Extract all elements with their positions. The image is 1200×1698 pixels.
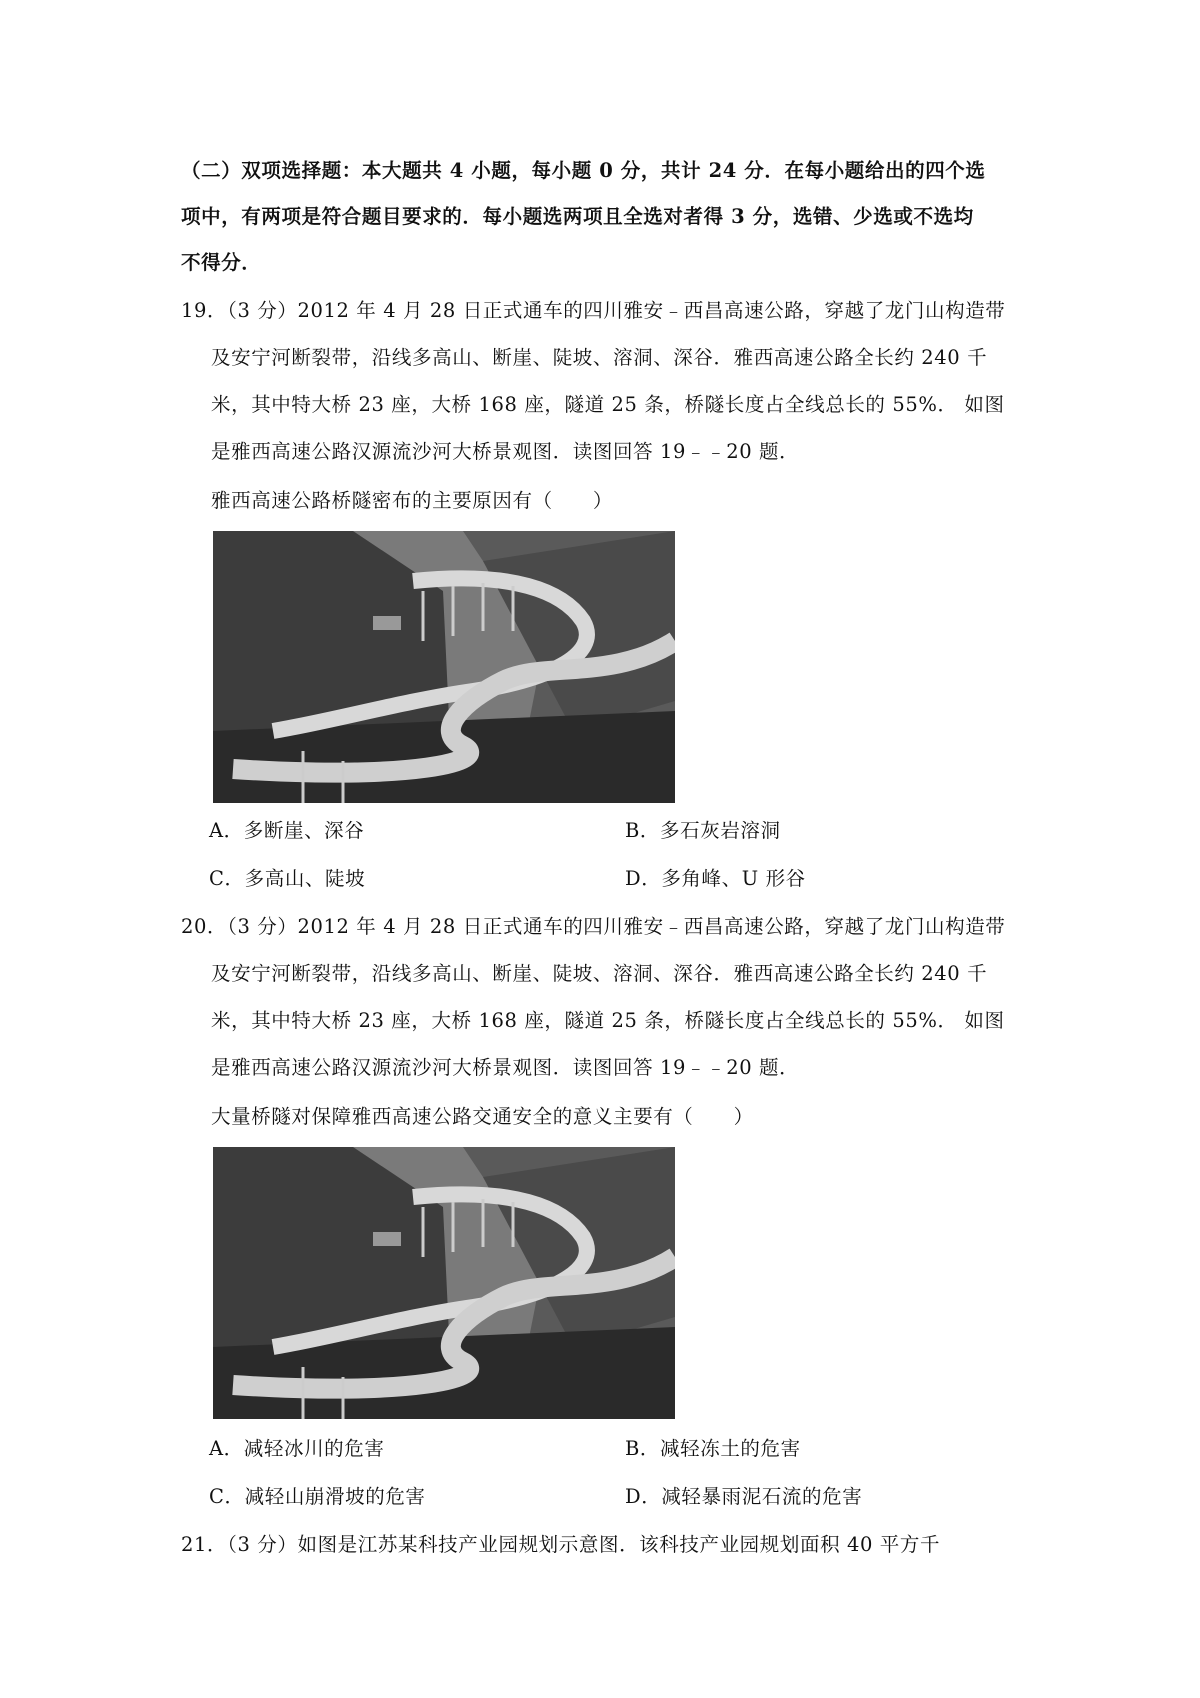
q19-prompt: 雅西高速公路桥隧密布的主要原因有（ ） (211, 489, 614, 512)
q19-stem-line-1: 19．（3 分）2012 年 4 月 28 日正式通车的四川雅安﹣西昌高速公路，穿越了龙门山构造带 (181, 299, 1006, 322)
q19-stem-line-2: 及安宁河断裂带，沿线多高山、断崖、陡坡、溶洞、深谷．雅西高速公路全长约 240 千 (211, 346, 988, 369)
highway-bridge-photo-2 (213, 1147, 675, 1419)
section-header-line-3: 不得分． (181, 251, 262, 274)
q20-stem-line-3: 米，其中特大桥 23 座，大桥 168 座，隧道 25 条，桥隧长度占全线总长的 55%． 如图 (211, 1009, 1005, 1032)
q20-stem-line-4: 是雅西高速公路汉源流沙河大桥景观图．读图回答 19﹣﹣20 题． (211, 1056, 800, 1079)
q19-stem-line-4: 是雅西高速公路汉源流沙河大桥景观图．读图回答 19﹣﹣20 题． (211, 440, 800, 463)
q20-option-c[interactable]: C．减轻山崩滑坡的危害 (209, 1485, 426, 1508)
q19-stem-line-3: 米，其中特大桥 23 座，大桥 168 座，隧道 25 条，桥隧长度占全线总长的 55%． 如图 (211, 393, 1005, 416)
q19-option-b[interactable]: B．多石灰岩溶洞 (625, 819, 781, 842)
q20-stem-line-2: 及安宁河断裂带，沿线多高山、断崖、陡坡、溶洞、深谷．雅西高速公路全长约 240 千 (211, 962, 988, 985)
q20-prompt: 大量桥隧对保障雅西高速公路交通安全的意义主要有（ ） (211, 1105, 754, 1128)
highway-bridge-photo (213, 531, 675, 803)
section-header-line-1: （二）双项选择题：本大题共 4 小题，每小题 0 分，共计 24 分．在每小题给出的四个选 (181, 159, 986, 182)
q20-stem-line-1: 20．（3 分）2012 年 4 月 28 日正式通车的四川雅安﹣西昌高速公路，穿越了龙门山构造带 (181, 915, 1006, 938)
q21-stem-line-1: 21．（3 分）如图是江苏某科技产业园规划示意图．该科技产业园规划面积 40 平方千 (181, 1533, 941, 1556)
section-header-line-2: 项中，有两项是符合题目要求的．每小题选两项且全选对者得 3 分，选错、少选或不选均 (181, 205, 974, 228)
q20-option-d[interactable]: D．减轻暴雨泥石流的危害 (625, 1485, 863, 1508)
q19-option-c[interactable]: C．多高山、陡坡 (209, 867, 366, 890)
q19-option-a[interactable]: A．多断崖、深谷 (209, 819, 365, 842)
q20-option-b[interactable]: B．减轻冻土的危害 (625, 1437, 801, 1460)
q20-option-a[interactable]: A．减轻冰川的危害 (209, 1437, 385, 1460)
q19-option-d[interactable]: D．多角峰、U 形谷 (625, 867, 806, 890)
